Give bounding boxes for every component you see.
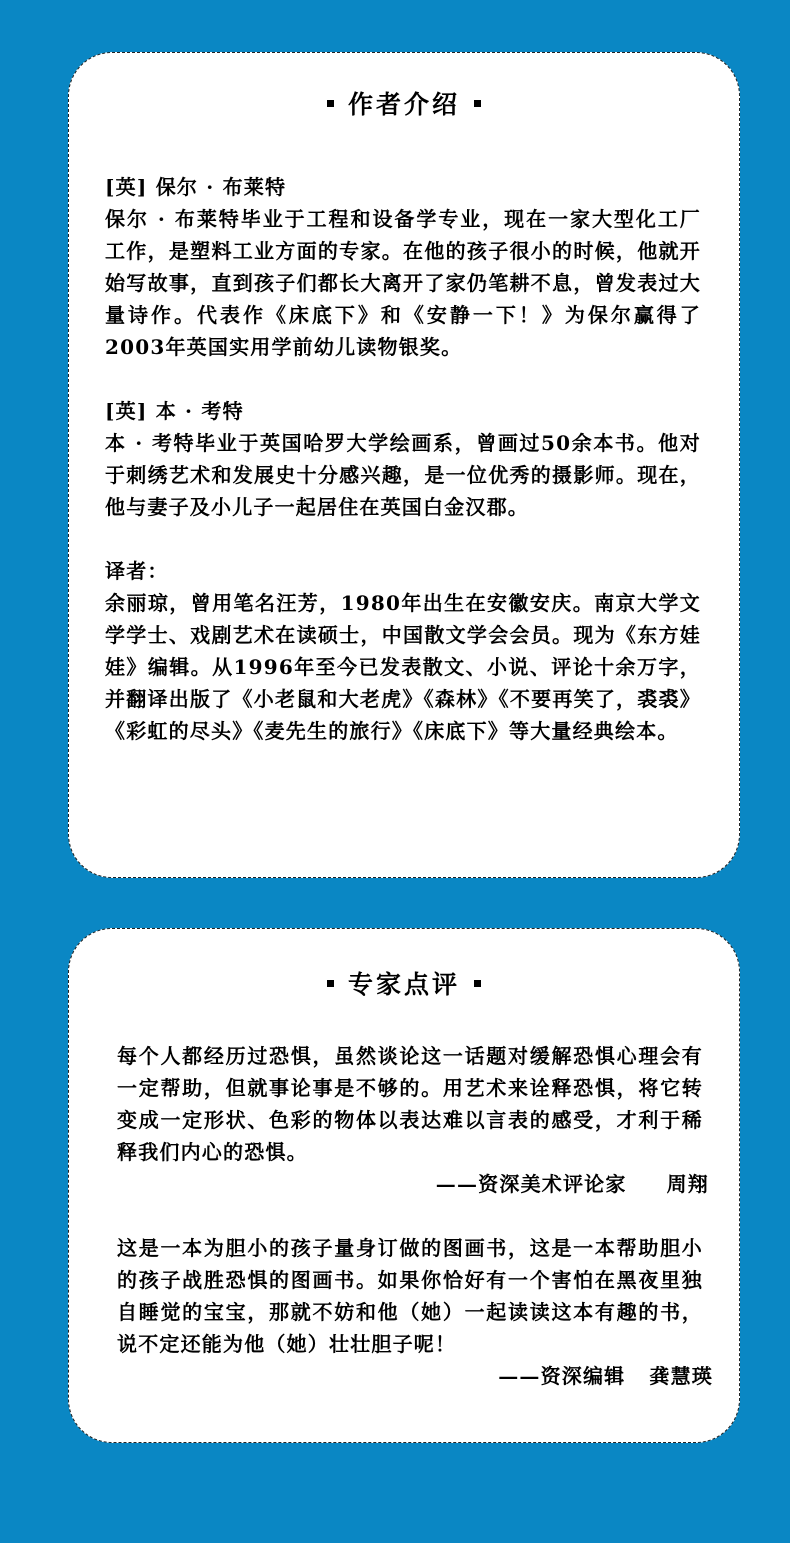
review-signature xyxy=(117,1168,709,1200)
bullet-square-icon xyxy=(474,100,481,107)
illustrator-name: [英] 本 · 考特 xyxy=(105,399,244,423)
reviewer-name: 周翔 xyxy=(666,1172,709,1196)
review-text: 每个人都经历过恐惧，虽然谈论这一话题对缓解恐惧心理会有一定帮助，但就事论事是不够的。用艺术来诠释恐惧，将它转变成一定形状、色彩的物体以表达难以言表的感受，才利于稀释我们内心的恐惧。 xyxy=(117,1044,703,1164)
translator-block xyxy=(105,555,701,747)
author-intro-card xyxy=(68,52,740,878)
bullet-square-icon xyxy=(474,980,481,987)
author-bio: 保尔 · 布莱特毕业于工程和设备学专业，现在一家大型化工厂工作，是塑料工业方面的专家。在他的孩子很小的时候，他就开始写故事，直到孩子们都长大离开了家仍笔耕不息，曾发表过大量诗作。代表作《床底下》和《安静一下！》为保尔赢得了2003年英国实用学前幼儿读物银奖。 xyxy=(105,207,701,359)
review-signature xyxy=(117,1360,713,1392)
expert-review-heading xyxy=(69,969,739,1001)
reviewer-role: ——资深编辑 xyxy=(498,1364,626,1388)
review-block xyxy=(117,1040,709,1200)
bullet-square-icon xyxy=(327,980,334,987)
author-block-paul-bright xyxy=(105,171,701,363)
reviewer-name: 龚慧瑛 xyxy=(649,1364,713,1388)
author-intro-title: 作者介绍 xyxy=(347,90,460,119)
author-block-ben-cort xyxy=(105,395,701,523)
translator-label: 译者： xyxy=(105,559,169,583)
review-text: 这是一本为胆小的孩子量身订做的图画书，这是一本帮助胆小的孩子战胜恐惧的图画书。如果你恰好有一个害怕在黑夜里独自睡觉的宝宝，那就不妨和他（她）一起读读这本有趣的书，说不定还能为他（她）壮壮胆子呢！ xyxy=(117,1236,703,1356)
expert-review-body xyxy=(117,1040,713,1392)
expert-review-title: 专家点评 xyxy=(347,970,460,999)
author-name: [英] 保尔 · 布莱特 xyxy=(105,175,287,199)
author-intro-body xyxy=(105,171,701,747)
bullet-square-icon xyxy=(327,100,334,107)
translator-bio: 余丽琼，曾用笔名汪芳，1980年出生在安徽安庆。南京大学文学学士、戏剧艺术在读硕士，中国散文学会会员。现为《东方娃娃》编辑。从1996年至今已发表散文、小说、评论十余万字，并翻译出版了《小老鼠和大老虎》《森林》《不要再笑了，裘裘》《彩虹的尽头》《麦先生的旅行》《床底下》等大量经典绘本。 xyxy=(105,591,701,743)
review-block xyxy=(117,1232,713,1392)
expert-review-card xyxy=(68,928,740,1443)
author-intro-heading xyxy=(69,89,739,121)
reviewer-role: ——资深美术评论家 xyxy=(435,1172,627,1196)
illustrator-bio: 本 · 考特毕业于英国哈罗大学绘画系，曾画过50余本书。他对于刺绣艺术和发展史十分感兴趣，是一位优秀的摄影师。现在，他与妻子及小儿子一起居住在英国白金汉郡。 xyxy=(105,431,701,519)
